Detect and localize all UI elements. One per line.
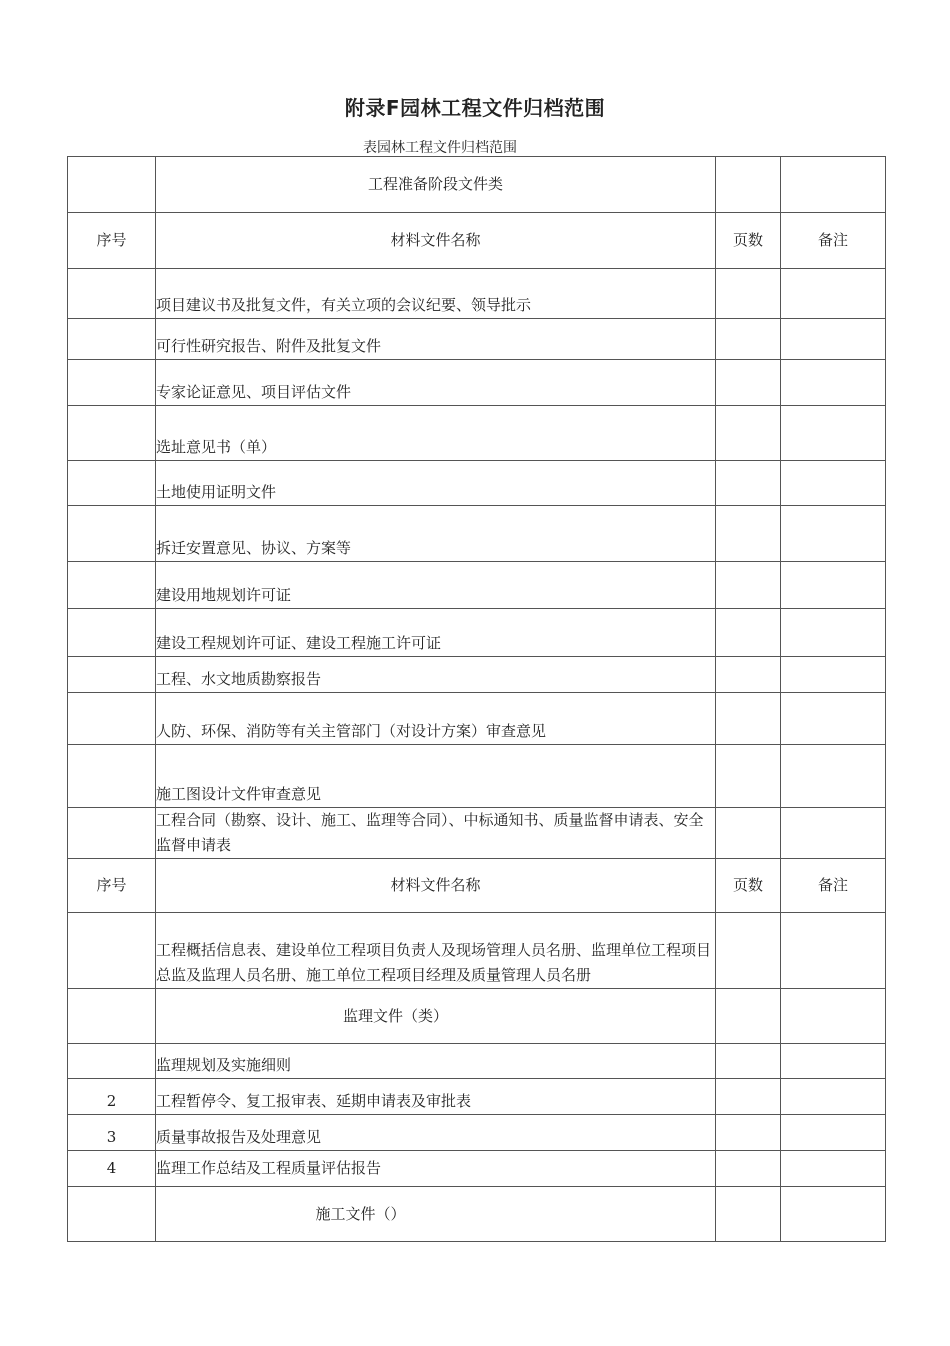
row-no (68, 913, 156, 989)
row-no: 2 (68, 1079, 156, 1115)
header-pages: 页数 (716, 859, 781, 913)
section-header-row (68, 157, 886, 213)
row-name: 施工图设计文件审查意见 (156, 745, 716, 808)
row-no (68, 319, 156, 360)
row-name: 土地使用证明文件 (156, 461, 716, 506)
table-row (68, 657, 886, 693)
archive-scope-table (67, 156, 886, 1242)
row-no (68, 693, 156, 745)
table-caption: 表园林工程文件归档范围 (363, 140, 517, 156)
table-row (68, 562, 886, 609)
section-title-preparation: 工程准备阶段文件类 (156, 157, 716, 213)
row-no (68, 506, 156, 562)
table-row (68, 693, 886, 745)
row-no (68, 609, 156, 657)
row-name: 质量事故报告及处理意见 (156, 1115, 716, 1151)
section-header-row (68, 989, 886, 1044)
row-name: 拆迁安置意见、协议、方案等 (156, 506, 716, 562)
table-row (68, 745, 886, 808)
row-name: 监理工作总结及工程质量评估报告 (156, 1151, 716, 1187)
table-row (68, 506, 886, 562)
row-no (68, 808, 156, 859)
table-row (68, 360, 886, 406)
row-name: 选址意见书（单） (156, 406, 716, 461)
table-row (68, 1044, 886, 1079)
table-row (68, 609, 886, 657)
header-no: 序号 (68, 213, 156, 269)
row-name: 监理规划及实施细则 (156, 1044, 716, 1079)
header-remark: 备注 (781, 213, 886, 269)
table-row (68, 319, 886, 360)
row-name: 工程概括信息表、建设单位工程项目负责人及现场管理人员名册、监理单位工程项目总监及监理人员名册、施工单位工程项目经理及质量管理人员名册 (156, 913, 716, 989)
header-name: 材料文件名称 (156, 213, 716, 269)
row-no (68, 406, 156, 461)
row-name: 可行性研究报告、附件及批复文件 (156, 319, 716, 360)
table-row (68, 913, 886, 989)
table-row (68, 406, 886, 461)
section-title-supervision: 监理文件（类） (156, 989, 716, 1044)
row-no: 3 (68, 1115, 156, 1151)
row-name: 建设工程规划许可证、建设工程施工许可证 (156, 609, 716, 657)
table-row (68, 1079, 886, 1115)
row-no (68, 360, 156, 406)
header-no: 序号 (68, 859, 156, 913)
table-row (68, 808, 886, 859)
row-no (68, 269, 156, 319)
header-remark: 备注 (781, 859, 886, 913)
row-name: 工程合同（勘察、设计、施工、监理等合同）、中标通知书、质量监督申请表、安全监督申请表 (156, 808, 716, 859)
row-no (68, 461, 156, 506)
table-row (68, 269, 886, 319)
table-row (68, 1115, 886, 1151)
table-row (68, 1151, 886, 1187)
header-name: 材料文件名称 (156, 859, 716, 913)
page-title: 附录F园林工程文件归档范围 (344, 96, 606, 120)
row-no (68, 657, 156, 693)
section-title-construction: 施工文件（） (156, 1187, 716, 1242)
row-name: 工程、水文地质勘察报告 (156, 657, 716, 693)
row-name: 工程暂停令、复工报审表、延期申请表及审批表 (156, 1079, 716, 1115)
table-row (68, 461, 886, 506)
row-name: 建设用地规划许可证 (156, 562, 716, 609)
column-header-row (68, 859, 886, 913)
row-no (68, 1044, 156, 1079)
row-name: 项目建议书及批复文件，有关立项的会议纪要、领导批示 (156, 269, 716, 319)
row-no (68, 745, 156, 808)
row-name: 人防、环保、消防等有关主管部门（对设计方案）审查意见 (156, 693, 716, 745)
row-no (68, 562, 156, 609)
column-header-row (68, 213, 886, 269)
row-no: 4 (68, 1151, 156, 1187)
section-header-row (68, 1187, 886, 1242)
row-name: 专家论证意见、项目评估文件 (156, 360, 716, 406)
header-pages: 页数 (716, 213, 781, 269)
